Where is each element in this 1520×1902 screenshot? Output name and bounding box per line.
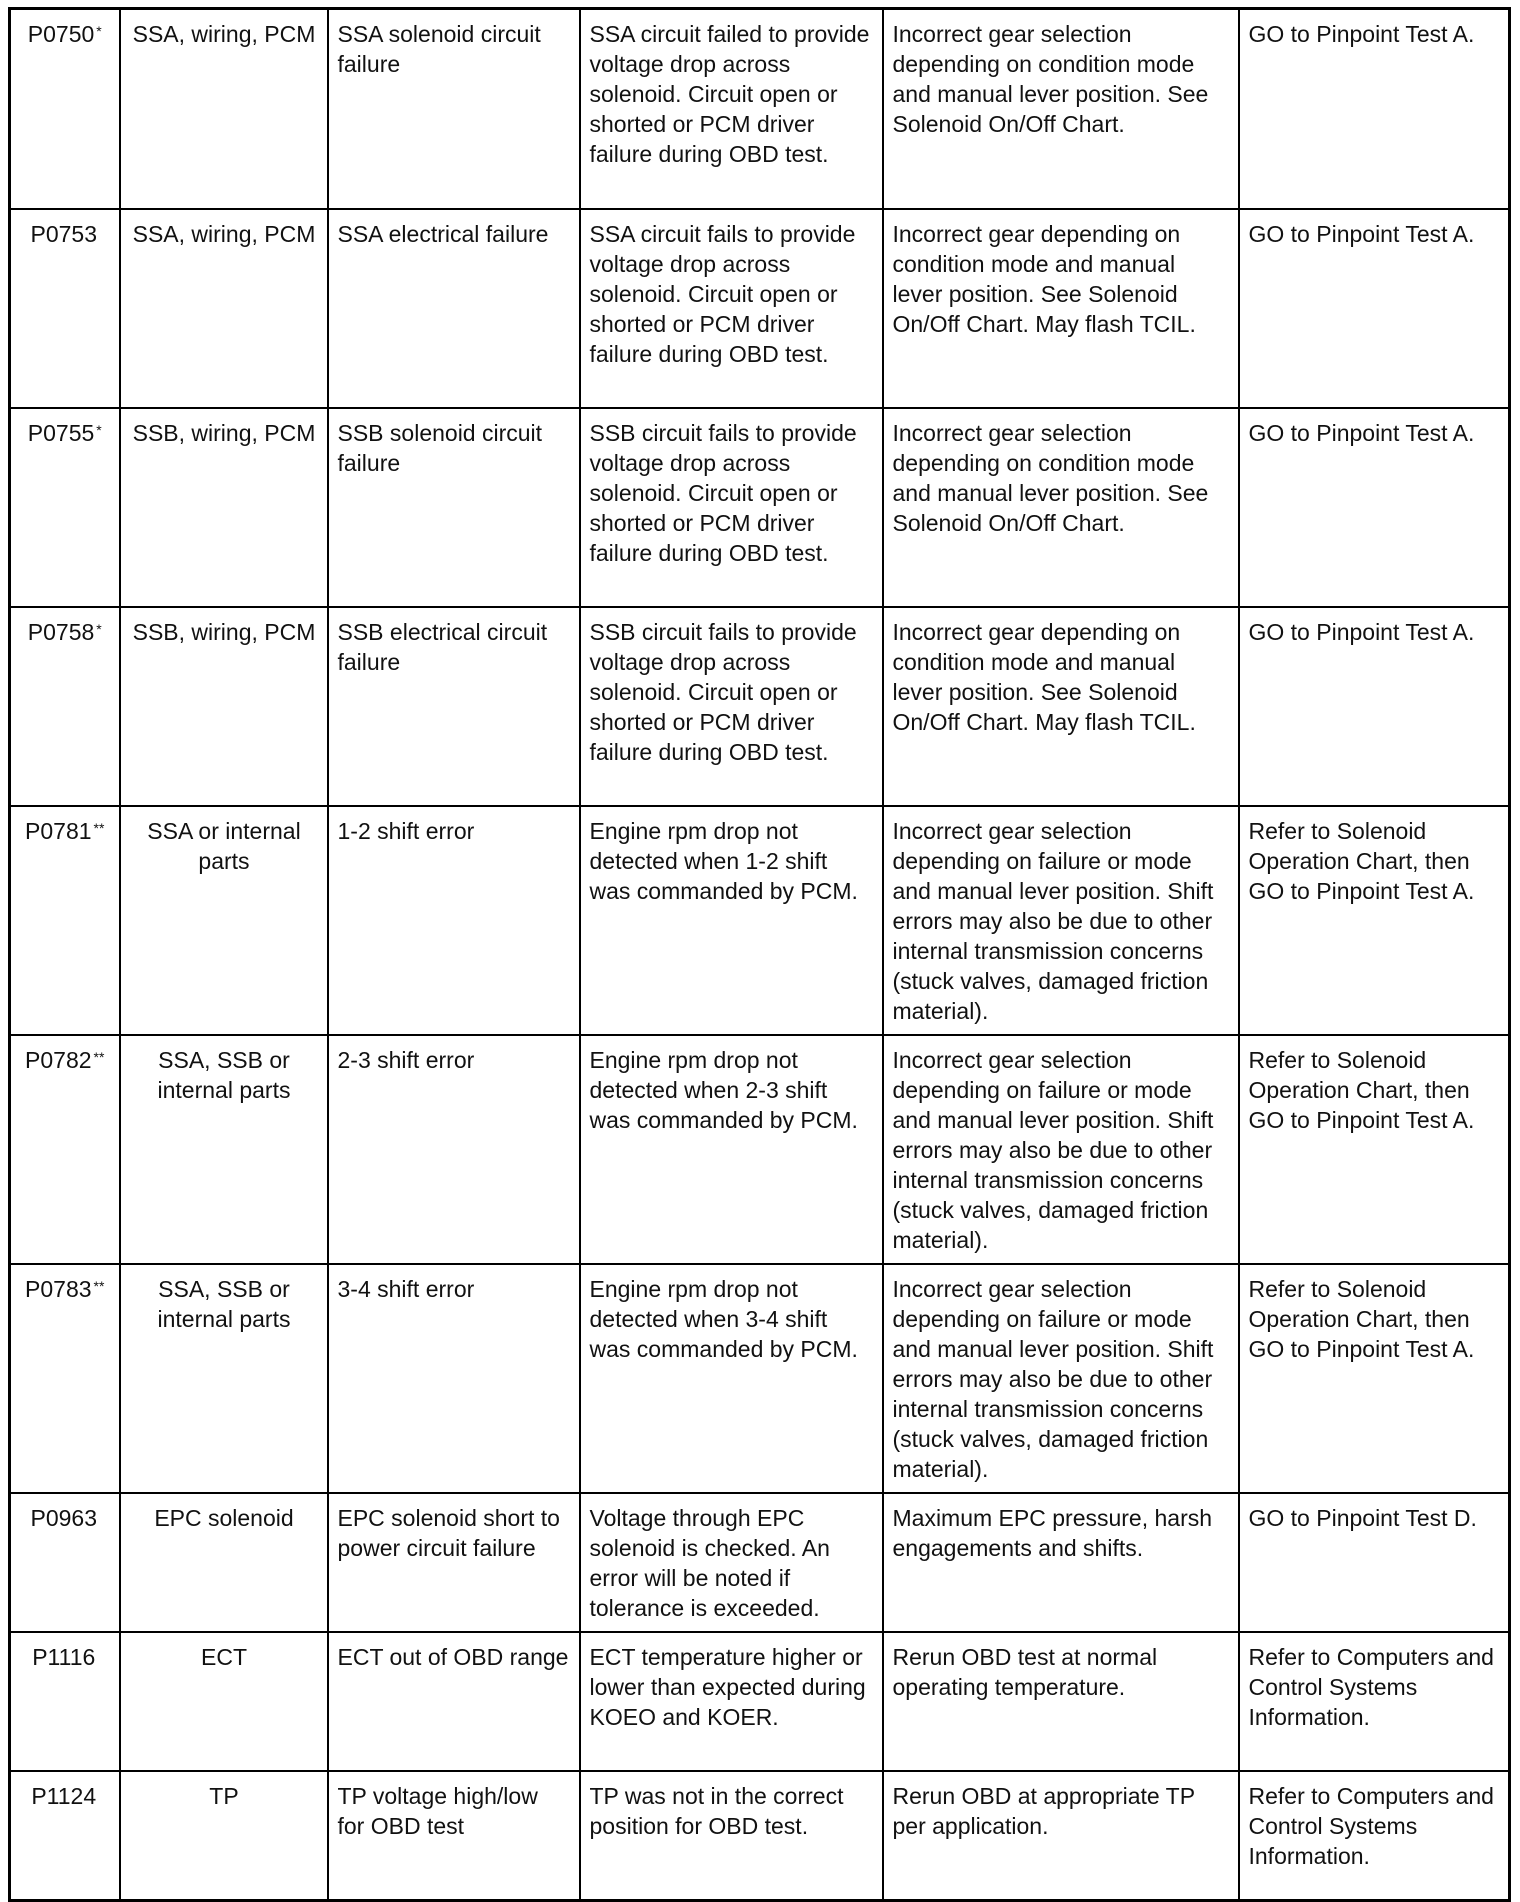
description-cell: SSA electrical failure bbox=[328, 209, 580, 408]
dtc-code: P0782 bbox=[25, 1046, 92, 1073]
table-row bbox=[10, 408, 1510, 607]
footnote-mark: ** bbox=[93, 1277, 105, 1294]
dtc-code: P1124 bbox=[31, 1782, 97, 1809]
component-cell: SSA, wiring, PCM bbox=[120, 209, 328, 408]
dtc-code: P1116 bbox=[32, 1643, 96, 1670]
dtc-code: P0758 bbox=[27, 618, 95, 645]
dtc-code-cell bbox=[10, 1035, 120, 1264]
symptom-cell: Maximum EPC pressure, harsh engagements and shifts. bbox=[883, 1493, 1239, 1632]
footnote-mark: * bbox=[96, 421, 102, 438]
action-cell: GO to Pinpoint Test A. bbox=[1239, 209, 1510, 408]
description-cell: SSA solenoid circuit failure bbox=[328, 9, 580, 209]
action-cell: Refer to Computers and Control Systems Information. bbox=[1239, 1632, 1510, 1771]
description-cell: 2-3 shift error bbox=[328, 1035, 580, 1264]
description-cell: TP voltage high/low for OBD test bbox=[328, 1771, 580, 1901]
dtc-code-cell bbox=[10, 1771, 120, 1901]
table-row bbox=[10, 1771, 1510, 1901]
symptom-cell: Incorrect gear depending on condition mode and manual lever position. See Solenoid On/Off Chart. May flash TCIL. bbox=[883, 607, 1239, 806]
dtc-code-cell bbox=[10, 1632, 120, 1771]
table-row bbox=[10, 1035, 1510, 1264]
condition-cell: Engine rpm drop not detected when 2-3 shift was commanded by PCM. bbox=[580, 1035, 883, 1264]
dtc-code-cell bbox=[10, 607, 120, 806]
dtc-code-cell bbox=[10, 209, 120, 408]
table-row bbox=[10, 209, 1510, 408]
table-row bbox=[10, 607, 1510, 806]
symptom-cell: Incorrect gear selection depending on condition mode and manual lever position. See Solenoid On/Off Chart. bbox=[883, 408, 1239, 607]
table-row bbox=[10, 9, 1510, 209]
table-row bbox=[10, 1264, 1510, 1493]
action-cell: GO to Pinpoint Test A. bbox=[1239, 607, 1510, 806]
dtc-code-cell bbox=[10, 1264, 120, 1493]
footnote-mark: * bbox=[96, 620, 102, 637]
condition-cell: Engine rpm drop not detected when 1-2 shift was commanded by PCM. bbox=[580, 806, 883, 1035]
dtc-code: P0781 bbox=[25, 817, 92, 844]
description-cell: SSB solenoid circuit failure bbox=[328, 408, 580, 607]
dtc-code-cell bbox=[10, 806, 120, 1035]
action-cell: GO to Pinpoint Test A. bbox=[1239, 408, 1510, 607]
component-cell: ECT bbox=[120, 1632, 328, 1771]
component-cell: SSA, SSB or internal parts bbox=[120, 1264, 328, 1493]
dtc-code: P0755 bbox=[27, 419, 95, 446]
footnote-mark: * bbox=[96, 23, 102, 39]
component-cell: SSB, wiring, PCM bbox=[120, 408, 328, 607]
condition-cell: TP was not in the correct position for OBD test. bbox=[580, 1771, 883, 1901]
diagnostic-trouble-code-table bbox=[8, 7, 1511, 1902]
footnote-mark: ** bbox=[93, 819, 105, 836]
component-cell: SSA or internal parts bbox=[120, 806, 328, 1035]
symptom-cell: Rerun OBD at appropriate TP per application. bbox=[883, 1771, 1239, 1901]
description-cell: 1-2 shift error bbox=[328, 806, 580, 1035]
condition-cell: ECT temperature higher or lower than expected during KOEO and KOER. bbox=[580, 1632, 883, 1771]
footnote-mark: ** bbox=[93, 1048, 105, 1065]
condition-cell: SSB circuit fails to provide voltage drop across solenoid. Circuit open or shorted or PCM driver failure during OBD test. bbox=[580, 408, 883, 607]
component-cell: SSA, wiring, PCM bbox=[120, 9, 328, 209]
description-cell: 3-4 shift error bbox=[328, 1264, 580, 1493]
table-row bbox=[10, 806, 1510, 1035]
symptom-cell: Incorrect gear selection depending on failure or mode and manual lever position. Shift errors may also be due to other internal transmission concerns (stuck valves, damaged friction material). bbox=[883, 806, 1239, 1035]
dtc-code: P0963 bbox=[30, 1504, 97, 1531]
description-cell: ECT out of OBD range bbox=[328, 1632, 580, 1771]
action-cell: Refer to Solenoid Operation Chart, then GO to Pinpoint Test A. bbox=[1239, 1264, 1510, 1493]
dtc-code: P0750 bbox=[27, 21, 95, 47]
symptom-cell: Incorrect gear depending on condition mode and manual lever position. See Solenoid On/Off Chart. May flash TCIL. bbox=[883, 209, 1239, 408]
condition-cell: SSB circuit fails to provide voltage drop across solenoid. Circuit open or shorted or PCM driver failure during OBD test. bbox=[580, 607, 883, 806]
component-cell: SSB, wiring, PCM bbox=[120, 607, 328, 806]
condition-cell: Voltage through EPC solenoid is checked. An error will be noted if tolerance is exceeded. bbox=[580, 1493, 883, 1632]
symptom-cell: Incorrect gear selection depending on failure or mode and manual lever position. Shift errors may also be due to other internal transmission concerns (stuck valves, damaged friction material). bbox=[883, 1035, 1239, 1264]
description-cell: SSB electrical circuit failure bbox=[328, 607, 580, 806]
dtc-code-cell bbox=[10, 9, 120, 209]
condition-cell: Engine rpm drop not detected when 3-4 shift was commanded by PCM. bbox=[580, 1264, 883, 1493]
symptom-cell: Incorrect gear selection depending on condition mode and manual lever position. See Solenoid On/Off Chart. bbox=[883, 9, 1239, 209]
condition-cell: SSA circuit failed to provide voltage drop across solenoid. Circuit open or shorted or PCM driver failure during OBD test. bbox=[580, 9, 883, 209]
dtc-code: P0783 bbox=[25, 1275, 92, 1302]
component-cell: TP bbox=[120, 1771, 328, 1901]
action-cell: Refer to Solenoid Operation Chart, then GO to Pinpoint Test A. bbox=[1239, 806, 1510, 1035]
symptom-cell: Rerun OBD test at normal operating temperature. bbox=[883, 1632, 1239, 1771]
component-cell: SSA, SSB or internal parts bbox=[120, 1035, 328, 1264]
description-cell: EPC solenoid short to power circuit failure bbox=[328, 1493, 580, 1632]
action-cell: GO to Pinpoint Test D. bbox=[1239, 1493, 1510, 1632]
symptom-cell: Incorrect gear selection depending on failure or mode and manual lever position. Shift errors may also be due to other internal transmission concerns (stuck valves, damaged friction material). bbox=[883, 1264, 1239, 1493]
dtc-code-cell bbox=[10, 408, 120, 607]
action-cell: Refer to Solenoid Operation Chart, then GO to Pinpoint Test A. bbox=[1239, 1035, 1510, 1264]
dtc-code-cell bbox=[10, 1493, 120, 1632]
table-row bbox=[10, 1632, 1510, 1771]
dtc-code: P0753 bbox=[30, 220, 97, 247]
component-cell: EPC solenoid bbox=[120, 1493, 328, 1632]
action-cell: GO to Pinpoint Test A. bbox=[1239, 9, 1510, 209]
condition-cell: SSA circuit fails to provide voltage drop across solenoid. Circuit open or shorted or PCM driver failure during OBD test. bbox=[580, 209, 883, 408]
action-cell: Refer to Computers and Control Systems Information. bbox=[1239, 1771, 1510, 1901]
table-row bbox=[10, 1493, 1510, 1632]
